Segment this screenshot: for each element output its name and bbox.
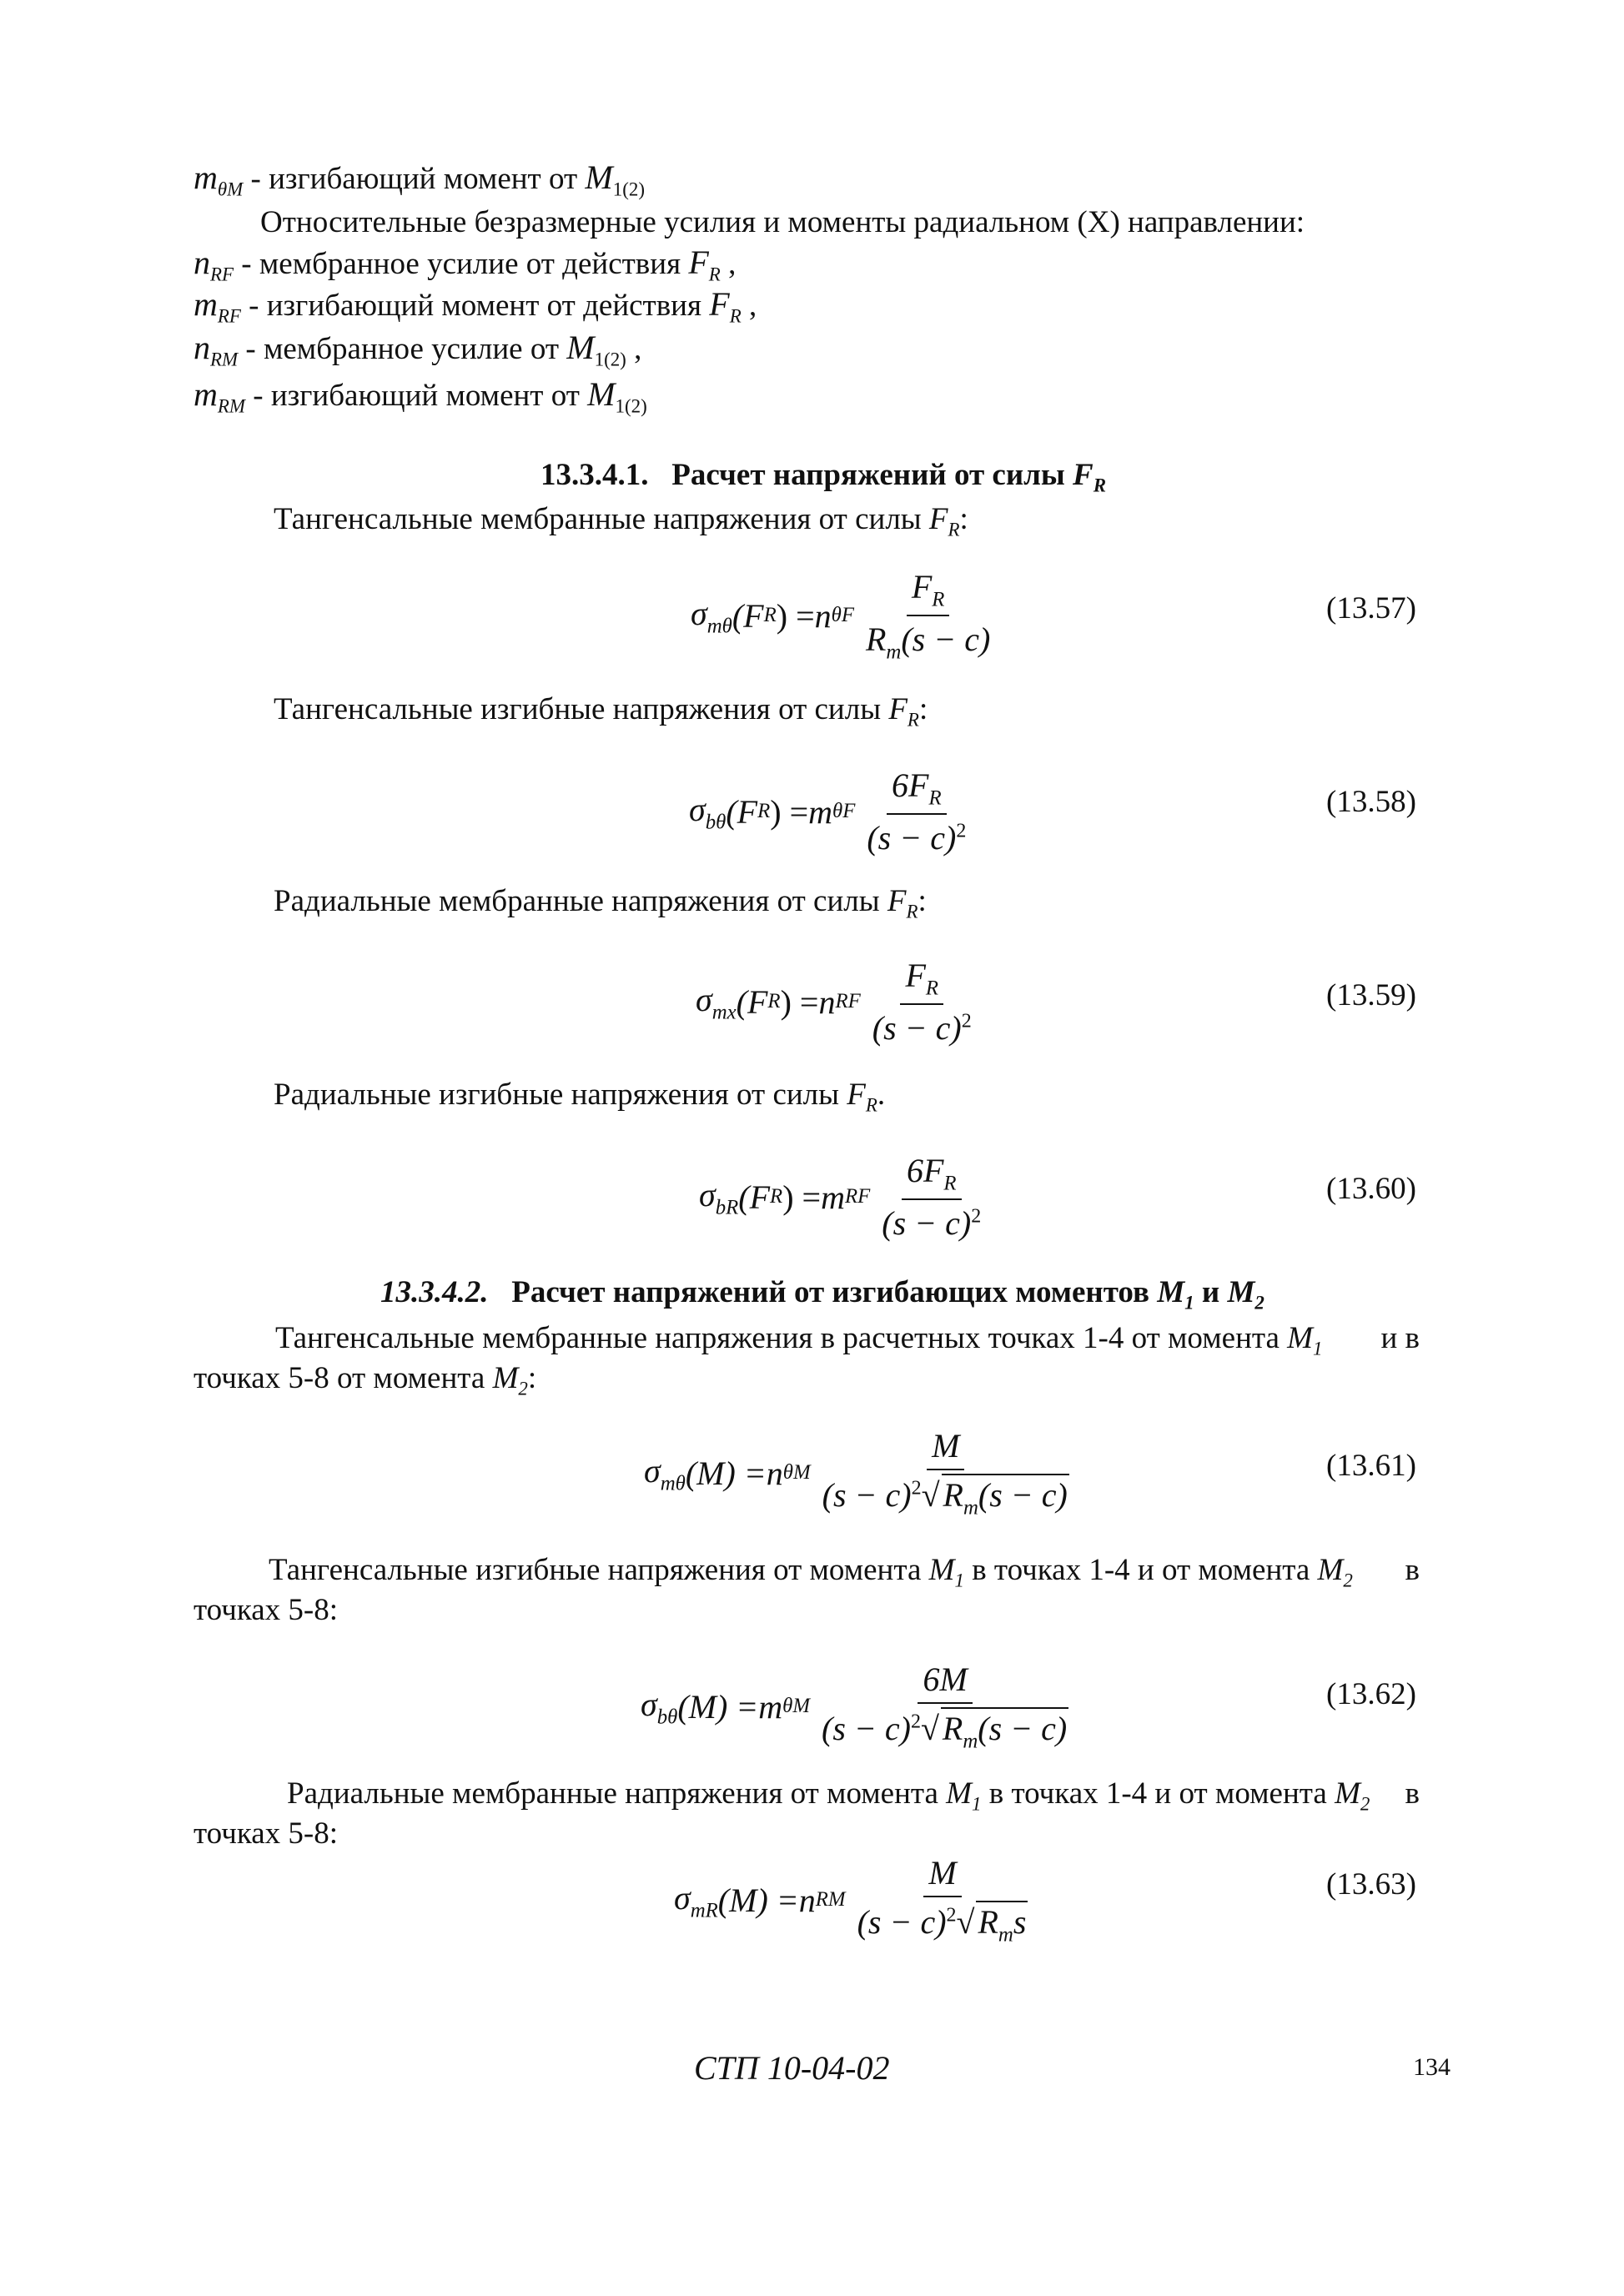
- para-13-63-line1: Радиальные мембранные напряжения от момента $M_1$ в точках 1-4 и от момента $M_2$ в: [287, 1776, 1420, 1815]
- equation-13-60: $\sigma_{bR}$ (F R ) = m RF $\frac{6F_R}{(s - c)^2}$: [699, 1152, 982, 1243]
- text-eq-13-59: Радиальные мембранные напряжения от силы $F_R$:: [274, 884, 927, 922]
- equation-13-58: $\sigma_{b\theta}$ (F R ) = m θF $\frac{6F_R}{(s - c)^2}$: [689, 766, 967, 857]
- equation-number: (13.57): [1326, 591, 1416, 625]
- page-number: 134: [1413, 2053, 1451, 2081]
- para-13-61-line1: Тангенсальные мембранные напряжения в расчетных точках 1-4 от момента $M_1$ и в: [275, 1321, 1420, 1359]
- text-eq-13-58: Тангенсальные изгибные напряжения от силы $F_R$:: [274, 692, 928, 731]
- para-13-62-line2: точках 5-8:: [194, 1593, 339, 1627]
- para-13-61-line2: точках 5-8 от момента $M_2$:: [194, 1361, 537, 1399]
- equation-13-63: $\sigma_{mR}$ (M) = n RM $\frac{M}{(s - c)^2√ R_ms}$: [674, 1854, 1027, 1947]
- equation-13-57: $\sigma_{m\theta}$ (F R ) = n θF $\frac{F_R}{R_m(s - c)}$: [691, 568, 991, 664]
- equation-number: (13.58): [1326, 785, 1416, 819]
- def-m-rm: $m_{RM}$ - изгибающий момент от $M_{1(2)}$: [194, 375, 647, 417]
- section-heading-13-3-4-1: 13.3.4.1. Расчет напряжений от силы $F_R$: [540, 458, 1107, 496]
- equation-13-62: $\sigma_{b\theta}$ (M) = m θM $\frac{6M}{(s - c)^2√ R_m(s - c)}$: [641, 1660, 1068, 1753]
- equation-number: (13.63): [1326, 1867, 1416, 1902]
- para-13-62-line1: Тангенсальные изгибные напряжения от момента $M_1$ в точках 1-4 и от момента $M_2$ в: [269, 1553, 1420, 1591]
- section-heading-13-3-4-2: 13.3.4.2. Расчет напряжений от изгибающих моментов $M_1$ и $M_2$: [380, 1275, 1265, 1314]
- def-m-theta-m: $m_{\theta M}$ - изгибающий момент от $M_{1(2)}$: [194, 158, 645, 200]
- document-code: СТП 10-04-02: [694, 2049, 890, 2087]
- text-eq-13-57: Тангенсальные мембранные напряжения от силы $F_R$:: [274, 502, 968, 540]
- def-n-rf: $n_{RF}$ - мембранное усилие от действия $F_R$ ,: [194, 244, 737, 285]
- equation-number: (13.61): [1326, 1449, 1416, 1483]
- equation-number: (13.59): [1326, 978, 1416, 1012]
- intro-line: Относительные безразмерные усилия и моменты радиальном (X) направлении:: [260, 205, 1305, 239]
- para-13-63-line2: точках 5-8:: [194, 1816, 339, 1851]
- equation-number: (13.62): [1326, 1677, 1416, 1711]
- equation-13-59: $\sigma_{mx}$ (F R ) = n RF $\frac{F_R}{(s - c)^2}$: [696, 957, 972, 1048]
- equation-number: (13.60): [1326, 1172, 1416, 1206]
- text-eq-13-60: Радиальные изгибные напряжения от силы $F_R$.: [274, 1078, 886, 1116]
- def-m-rf: $m_{RF}$ - изгибающий момент от действия $F_R$ ,: [194, 285, 757, 327]
- equation-13-61: $\sigma_{m\theta}$ (M) = n θM $\frac{M}{(s - c)^2√ R_m(s - c)}$: [644, 1427, 1068, 1520]
- def-n-rm: $n_{RM}$ - мембранное усилие от $M_{1(2)}$ ,: [194, 329, 642, 370]
